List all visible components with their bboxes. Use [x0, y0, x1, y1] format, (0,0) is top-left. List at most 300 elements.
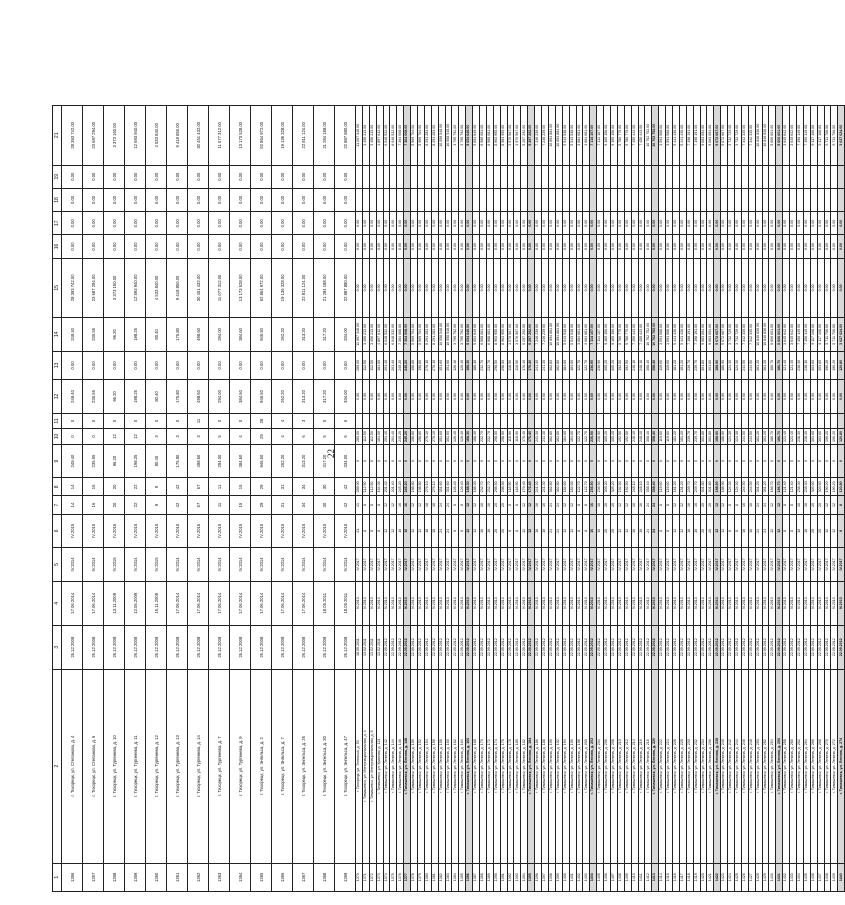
table-cell: 362.80 [555, 351, 562, 379]
table-cell: 1372 [369, 863, 376, 891]
table-cell [679, 188, 686, 211]
table-cell: 0 [493, 444, 500, 478]
table-cell: 8 [728, 514, 735, 548]
table-cell: 14 [62, 478, 83, 496]
table-cell: 1403 [583, 863, 590, 891]
table-cell: 1391 [500, 863, 507, 891]
table-cell: г. Тихорецк, ул. Тургенева, д. 7 [209, 669, 230, 863]
column-header: 17 [53, 212, 62, 235]
table-cell: 5 441 436.00 [672, 106, 679, 166]
table-cell [562, 165, 569, 188]
table-cell: 9 117 108.00 [817, 106, 824, 166]
table-cell: 181.20 [679, 478, 686, 496]
table-cell [686, 165, 693, 188]
table-cell: 16 [693, 514, 700, 548]
table-cell: 9 165 156.00 [610, 318, 617, 352]
table-cell: IV.2013 [548, 581, 555, 625]
table-cell: 362.80 [555, 478, 562, 496]
table-cell: 0.00 [721, 235, 728, 258]
table-row [672, 106, 679, 892]
table-cell: 7 450 443.00 [638, 106, 645, 166]
table-cell: IV.2014 [230, 548, 251, 582]
table-cell: 0.00 [679, 235, 686, 258]
table-cell: 22.09.2012 [404, 625, 411, 669]
table-cell: 17.06.2014 [251, 581, 272, 625]
table-cell: 0.00 [397, 235, 404, 258]
table-cell: 1390 [493, 863, 500, 891]
table-cell: 248.10 [638, 429, 645, 445]
table-cell: IV.2013 [562, 581, 569, 625]
table-cell [404, 165, 411, 188]
table-cell [418, 165, 425, 188]
table-cell: 22.09.2012 [535, 625, 542, 669]
table-cell: IV.2017 [714, 548, 721, 582]
table-cell: 112.50 [369, 429, 376, 445]
table-cell: 17.06.2014 [167, 581, 188, 625]
table-cell: 0 [797, 444, 804, 478]
table-cell: IV.2015 [62, 514, 83, 548]
table-cell [390, 188, 397, 211]
table-cell: 5 711 706.00 [824, 106, 831, 166]
table-cell: 0.00 [83, 235, 104, 258]
table-cell [493, 165, 500, 188]
table-cell: 334.00 [335, 318, 356, 352]
table-row [383, 106, 390, 892]
table-cell: 17.06.2014 [272, 581, 293, 625]
table-cell: 0.00 [790, 258, 797, 317]
table-cell: 12 [776, 496, 783, 514]
table-cell: 122.70 [576, 429, 583, 445]
table-cell: 0.00 [167, 165, 188, 188]
table-cell: 0.00 [748, 235, 755, 258]
table-cell: 0 [666, 444, 673, 478]
table-cell: 80.40 [146, 380, 167, 414]
table-cell: 0.00 [314, 212, 335, 235]
table-cell [369, 188, 376, 211]
table-cell: 184.60 [569, 478, 576, 496]
table-cell: IV.2017 [486, 548, 493, 582]
table-cell: 248.10 [638, 351, 645, 379]
table-cell: 351.60 [438, 429, 445, 445]
table-cell: 244.50 [741, 478, 748, 496]
table-cell: 351.60 [438, 478, 445, 496]
table-cell: г. Тимашевск, ул. Ленина, д. 196 [569, 669, 576, 863]
table-cell: IV.2013 [493, 581, 500, 625]
table-cell [783, 165, 790, 188]
table-row [369, 106, 376, 892]
table-cell: 0.00 [700, 212, 707, 235]
table-cell [376, 188, 383, 211]
table-cell: г. Тимашевск, ул. Ленина, д. 240 [721, 669, 728, 863]
table-cell: 305.20 [604, 429, 611, 445]
table-cell: 0 [480, 444, 487, 478]
table-cell: 0.00 [146, 212, 167, 235]
table-cell: 22.09.2012 [590, 625, 597, 669]
table-cell: IV.2014 [83, 548, 104, 582]
table-row [230, 106, 251, 892]
table-cell: IV.2017 [734, 548, 741, 582]
table-cell: 3 732 729.00 [728, 106, 735, 166]
table-cell [486, 413, 493, 429]
table-cell: 0 [638, 444, 645, 478]
table-cell: 6 988 081.00 [480, 106, 487, 166]
table-cell: 164.00 [376, 429, 383, 445]
table-cell: 0.00 [562, 235, 569, 258]
table-cell [356, 165, 363, 188]
table-cell: 42 [335, 478, 356, 496]
table-row [666, 106, 673, 892]
table-cell: г. Тимашевск, ул. Ленина, д. 256 [776, 669, 783, 863]
table-cell: 0.00 [167, 235, 188, 258]
table-cell: 0.00 [209, 212, 230, 235]
table-cell: 10 846 836.00 [755, 318, 762, 352]
table-cell: г. Тимашевск, ул. Ленина, д. 144 [390, 669, 397, 863]
table-cell: 9 117 108.00 [810, 106, 817, 166]
table-cell: 0.00 [776, 380, 783, 414]
table-cell: 3 591 588.00 [666, 106, 673, 166]
table-cell: 16 [597, 514, 604, 548]
table-cell: 188.30 [473, 429, 480, 445]
table-cell: 11 077 312.00 [209, 106, 230, 166]
table-cell [810, 165, 817, 188]
table-cell: 239.70 [686, 429, 693, 445]
table-cell: IV.2013 [507, 581, 514, 625]
table-cell: 232.70 [480, 478, 487, 496]
table-cell: IV.2015 [251, 514, 272, 548]
table-cell: IV.2017 [390, 548, 397, 582]
table-cell: 16 [638, 496, 645, 514]
table-cell: 24 [438, 496, 445, 514]
table-cell [604, 413, 611, 429]
table-cell: 5 780 775.00 [624, 318, 631, 352]
table-cell: 4 [230, 429, 251, 445]
table-cell: 4 897 612.00 [376, 106, 383, 166]
table-cell: 12 [466, 496, 473, 514]
table-cell: 12 [679, 514, 686, 548]
table-cell: 9 117 108.00 [817, 318, 824, 352]
table-cell: 12 [383, 496, 390, 514]
table-row [167, 106, 188, 892]
table-cell [590, 165, 597, 188]
table-cell [707, 413, 714, 429]
table-cell: 10 558 548.00 [438, 318, 445, 352]
table-cell: IV.2013 [693, 581, 700, 625]
table-cell: 201.40 [390, 429, 397, 445]
table-cell: IV.2013 [679, 581, 686, 625]
column-header: 13 [53, 351, 62, 379]
table-cell: 10 762 752.00 [652, 106, 659, 166]
table-cell: 0.00 [824, 258, 831, 317]
table-cell: 7 342 335.00 [748, 106, 755, 166]
table-cell: 4 533 840.00 [146, 258, 167, 317]
table-cell: IV.2013 [418, 581, 425, 625]
table-cell: 0.00 [645, 258, 652, 317]
table-cell: 18 [431, 514, 438, 548]
table-cell [590, 188, 597, 211]
table-cell: 0.00 [638, 258, 645, 317]
table-cell: 7 198 191.00 [686, 318, 693, 352]
table-cell: 16 [741, 514, 748, 548]
table-cell: 244.50 [748, 429, 755, 445]
table-cell: 0.00 [397, 380, 404, 414]
table-cell: 22.09.2012 [659, 625, 666, 669]
table-cell [666, 165, 673, 188]
table-cell [803, 165, 810, 188]
table-row [631, 106, 638, 892]
table-cell: 1397 [542, 863, 549, 891]
table-cell: 24 [438, 514, 445, 548]
table-cell: 1421 [707, 863, 714, 891]
table-cell: 20 [500, 496, 507, 514]
table-cell [362, 413, 369, 429]
table-cell: 17.06.2014 [62, 581, 83, 625]
table-cell: 0.00 [404, 212, 411, 235]
table-cell [686, 413, 693, 429]
table-cell: 0.00 [679, 212, 686, 235]
table-cell: 498.60 [188, 318, 209, 352]
table-cell: 0.00 [125, 165, 146, 188]
table-cell: г. Тимашевск, ул. Ленина, д. 180 [514, 669, 521, 863]
table-cell: 0 [390, 444, 397, 478]
table-cell [817, 188, 824, 211]
table-cell: 0 [356, 444, 363, 478]
table-cell: 1440 [838, 863, 845, 891]
table-cell: 0 [411, 444, 418, 478]
table-cell: 126.40 [452, 478, 459, 496]
table-cell: 24 [445, 514, 452, 548]
table-cell: 121.40 [790, 351, 797, 379]
table-cell [383, 413, 390, 429]
table-cell: г. Тимашевск, ул. Ленина, д. 234 [700, 669, 707, 863]
table-cell: г. Тимашевск, ул. Ленина, д. 182 [521, 669, 528, 863]
table-cell: 8 [369, 496, 376, 514]
table-cell: 0.00 [604, 212, 611, 235]
table-cell [721, 165, 728, 188]
table-cell: 0 [583, 444, 590, 478]
table-row [721, 106, 728, 892]
table-cell: 8 [459, 514, 466, 548]
table-cell: 3 456 213.00 [369, 318, 376, 352]
table-cell: 22.09.2012 [755, 625, 762, 669]
table-cell: IV.2017 [411, 548, 418, 582]
table-cell: 1414 [659, 863, 666, 891]
table-cell [824, 165, 831, 188]
table-cell [500, 188, 507, 211]
table-cell: 0 [707, 444, 714, 478]
table-cell [624, 165, 631, 188]
table-cell: 3 591 588.00 [666, 318, 673, 352]
table-row [314, 106, 335, 892]
table-cell: 1387 [473, 863, 480, 891]
table-cell: 192.50 [624, 478, 631, 496]
table-cell: 0 [418, 444, 425, 478]
table-cell: 9 063 054.00 [707, 318, 714, 352]
table-cell: 301.80 [707, 429, 714, 445]
table-row [438, 106, 445, 892]
table-cell: 121.40 [783, 429, 790, 445]
table-cell: IV.2013 [535, 581, 542, 625]
table-cell: 0.00 [251, 188, 272, 211]
table-cell: 16 [638, 514, 645, 548]
table-cell: 10 894 884.00 [555, 318, 562, 352]
table-cell: 22.09.2012 [638, 625, 645, 669]
table-cell [679, 165, 686, 188]
table-row [418, 106, 425, 892]
table-cell: 1361 [167, 863, 188, 891]
table-cell: 0.00 [83, 351, 104, 379]
table-cell [652, 188, 659, 211]
table-cell: 1380 [424, 863, 431, 891]
table-cell: 1423 [721, 863, 728, 891]
table-cell: 62 864 972.00 [251, 258, 272, 317]
table-cell: 80.40 [146, 444, 167, 478]
table-cell: 188.30 [466, 478, 473, 496]
table-cell: 164.00 [376, 478, 383, 496]
table-cell: 22.09.2012 [748, 625, 755, 669]
table-cell: 0.00 [824, 235, 831, 258]
table-cell: 1418 [686, 863, 693, 891]
table-cell: 12 [562, 514, 569, 548]
table-cell [369, 165, 376, 188]
table-cell: IV.2017 [445, 548, 452, 582]
table-cell: IV.2017 [707, 548, 714, 582]
table-cell: г. Тимашевск, ул. Ленина, д. 162 [452, 669, 459, 863]
table-cell: 361.20 [762, 429, 769, 445]
table-row [728, 106, 735, 892]
table-cell: 22 811 124.00 [293, 106, 314, 166]
table-cell: 23 687 294.00 [83, 258, 104, 317]
table-cell: IV.2014 [62, 548, 83, 582]
table-cell [700, 188, 707, 211]
table-cell: 0.00 [146, 235, 167, 258]
table-cell: 0.00 [369, 212, 376, 235]
table-cell [672, 188, 679, 211]
table-cell: 0 [686, 444, 693, 478]
table-cell: 16 [404, 514, 411, 548]
table-cell [769, 413, 776, 429]
table-cell: 0.00 [507, 235, 514, 258]
table-cell: IV.2017 [473, 548, 480, 582]
table-cell: IV.2015 [293, 514, 314, 548]
table-row [376, 106, 383, 892]
table-cell: 361.20 [755, 429, 762, 445]
table-cell: 239.70 [693, 478, 700, 496]
table-cell: 7 246 239.00 [542, 318, 549, 352]
table-cell: 1431 [776, 863, 783, 891]
table-cell: 0 [748, 444, 755, 478]
table-cell: IV.2013 [700, 581, 707, 625]
table-cell: 22.09.2012 [686, 625, 693, 669]
table-cell: IV.2017 [555, 548, 562, 582]
table-cell [638, 165, 645, 188]
table-cell: 8 [576, 514, 583, 548]
table-cell: 1389 [486, 863, 493, 891]
table-cell: 20 [707, 514, 714, 548]
table-cell: 120.80 [838, 351, 845, 379]
table-cell: IV.2017 [576, 548, 583, 582]
table-cell: 22.09.2012 [652, 625, 659, 669]
table-cell: 16 [486, 514, 493, 548]
table-row [707, 106, 714, 892]
table-cell: 0.00 [431, 235, 438, 258]
table-cell: г. Тимашевск, ул. Ленина, д. 178 [507, 669, 514, 863]
table-cell: 1430 [769, 863, 776, 891]
table-cell [638, 413, 645, 429]
table-cell: IV.2017 [624, 548, 631, 582]
table-cell: 3 732 729.00 [734, 318, 741, 352]
table-cell: г. Тимашевск, ул. Ленина, д. 250 [755, 669, 762, 863]
table-cell: 351.60 [445, 429, 452, 445]
table-cell: 232.70 [480, 429, 487, 445]
table-cell: 0.00 [480, 235, 487, 258]
table-cell: 0.00 [672, 258, 679, 317]
table-cell: 22.09.2012 [583, 625, 590, 669]
table-cell: 16 [741, 496, 748, 514]
table-cell: 121.40 [783, 478, 790, 496]
table-cell: 12 [672, 514, 679, 548]
table-cell: IV.2017 [783, 548, 790, 582]
table-cell: 8 [583, 496, 590, 514]
table-cell: 6 988 081.00 [486, 106, 493, 166]
table-cell: г. Тимашевск, ул. Ленина, д. 232 [693, 669, 700, 863]
table-cell: 5 606 601.00 [776, 318, 783, 352]
table-cell: 8 [783, 496, 790, 514]
table-cell: г. Тихорецк, ул. Энгельса, д. 26 [293, 669, 314, 863]
table-cell: 0.00 [562, 380, 569, 414]
table-cell: 22.09.2012 [521, 625, 528, 669]
table-cell: 313.20 [293, 380, 314, 414]
table-cell: 0.00 [466, 235, 473, 258]
table-cell: 22 [125, 496, 146, 514]
table-cell [755, 188, 762, 211]
table-cell: 22.09.2012 [383, 625, 390, 669]
table-cell [714, 413, 721, 429]
table-row [700, 106, 707, 892]
table-cell: 0.00 [803, 380, 810, 414]
table-cell: 3 570 567.00 [514, 318, 521, 352]
page-number: 22 [326, 449, 336, 458]
table-cell: 28 393 742.00 [62, 258, 83, 317]
table-cell: 0.00 [251, 212, 272, 235]
table-cell [666, 188, 673, 211]
table-cell: 22.09.2012 [493, 625, 500, 669]
table-cell: 0.00 [62, 351, 83, 379]
table-cell: 0 [679, 444, 686, 478]
table-cell: 0 [542, 444, 549, 478]
table-cell: IV.2013 [728, 581, 735, 625]
table-cell: 126.40 [459, 429, 466, 445]
table-cell [597, 188, 604, 211]
table-cell: 22.09.2012 [783, 625, 790, 669]
table-cell: 0 [486, 444, 493, 478]
table-cell [507, 165, 514, 188]
column-header: 10 [53, 429, 62, 445]
table-cell: 0.00 [383, 258, 390, 317]
table-cell: 186.70 [769, 351, 776, 379]
table-cell: 236.90 [597, 351, 604, 379]
table-cell: 0.00 [521, 380, 528, 414]
table-cell: 6 048 532.00 [390, 318, 397, 352]
table-cell: г. Тимашевск, ул. Ленина, д. 242 [728, 669, 735, 863]
table-cell: г. Тихорецк, ул. Энгельса, д. 53 [356, 669, 363, 863]
table-cell: 0.00 [569, 258, 576, 317]
table-cell: 24 [755, 496, 762, 514]
table-cell [397, 188, 404, 211]
column-header: 19 [53, 165, 62, 188]
table-cell [810, 413, 817, 429]
table-cell: IV.2013 [356, 581, 363, 625]
table-cell: 4 [272, 429, 293, 445]
